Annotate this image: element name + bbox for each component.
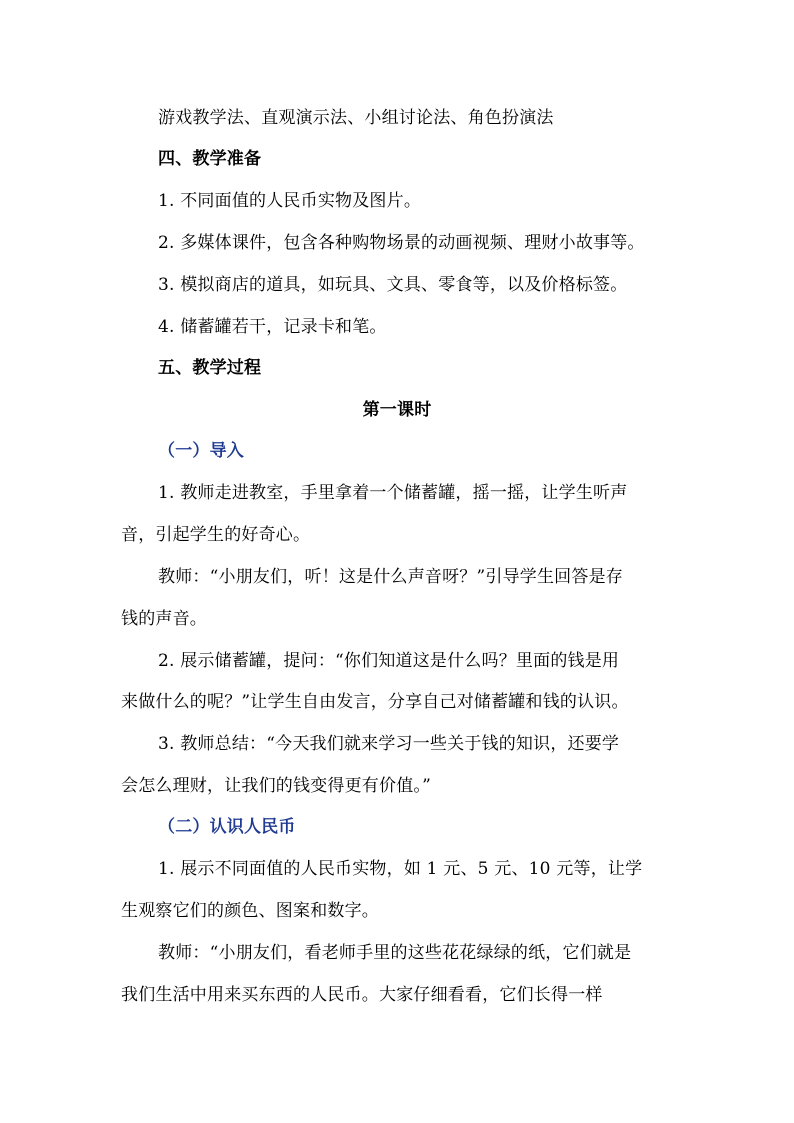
paragraph-line: 3. 教师总结：“今天我们就来学习一些关于钱的知识，还要学 bbox=[158, 734, 620, 754]
subsection-heading: （一）导入 bbox=[158, 441, 244, 461]
lesson-title: 第一课时 bbox=[362, 400, 432, 420]
paragraph-line: 教师：“小朋友们，看老师手里的这些花花绿绿的纸，它们就是 bbox=[158, 943, 632, 963]
paragraph-line: 2. 展示储蓄罐，提问：“你们知道这是什么吗？里面的钱是用 bbox=[158, 651, 620, 671]
section-heading: 五、教学过程 bbox=[158, 358, 262, 378]
paragraph-line: 1. 展示不同面值的人民币实物，如 1 元、5 元、10 元等，让学 bbox=[158, 859, 643, 879]
paragraph-line: 我们生活中用来买东西的人民币。大家仔细看看，它们长得一样 bbox=[121, 985, 603, 1005]
list-item: 3. 模拟商店的道具，如玩具、文具、零食等，以及价格标签。 bbox=[158, 275, 628, 295]
paragraph-line: 生观察它们的颜色、图案和数字。 bbox=[121, 901, 379, 921]
paragraph-line: 来做什么的呢？”让学生自由发言，分享自己对储蓄罐和钱的认识。 bbox=[121, 692, 629, 712]
paragraph-line: 游戏教学法、直观演示法、小组讨论法、角色扮演法 bbox=[158, 108, 554, 128]
list-item: 1. 不同面值的人民币实物及图片。 bbox=[158, 191, 422, 211]
section-heading: 四、教学准备 bbox=[158, 149, 262, 169]
list-item: 4. 储蓄罐若干，记录卡和笔。 bbox=[158, 317, 387, 337]
paragraph-line: 1. 教师走进教室，手里拿着一个储蓄罐，摇一摇，让学生听声 bbox=[158, 483, 628, 503]
paragraph-line: 教师：“小朋友们，听！这是什么声音呀？”引导学生回答是存 bbox=[158, 567, 623, 587]
subsection-heading: （二）认识人民币 bbox=[158, 817, 296, 837]
paragraph-line: 音，引起学生的好奇心。 bbox=[121, 525, 311, 545]
list-item: 2. 多媒体课件，包含各种购物场景的动画视频、理财小故事等。 bbox=[158, 233, 645, 253]
paragraph-line: 会怎么理财，让我们的钱变得更有价值。” bbox=[121, 776, 431, 796]
paragraph-line: 钱的声音。 bbox=[121, 609, 207, 629]
